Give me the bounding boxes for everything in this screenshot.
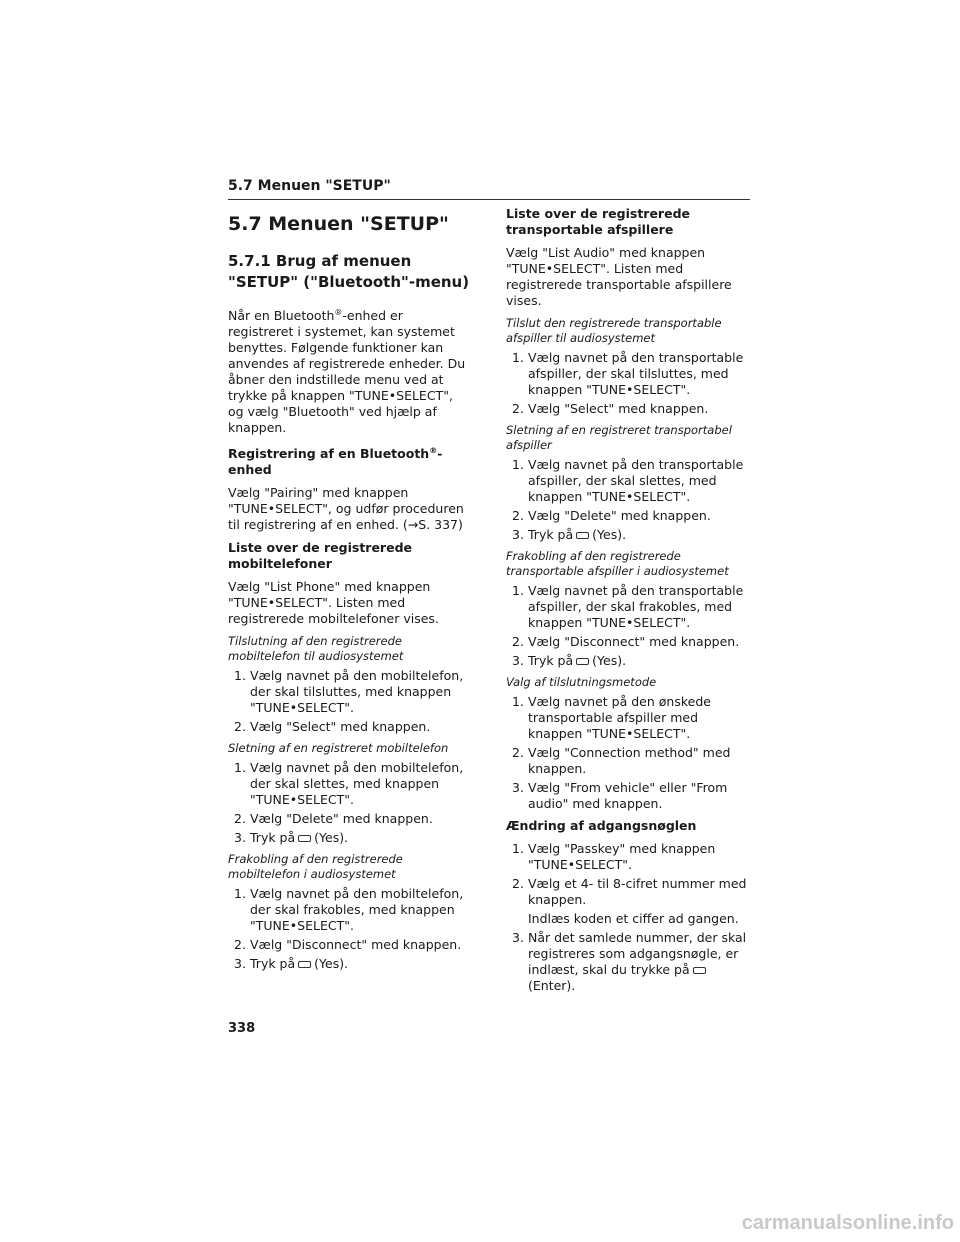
list-item: 2. Vælg "Connection method" med knappen. [512, 745, 731, 776]
softkey-button-icon [576, 658, 589, 665]
right-column [506, 206, 750, 1000]
list-item: 1. Vælg navnet på den mobiltelefon, der skal slettes, med knappen "TUNE•SELECT". [234, 760, 464, 808]
registered-mark: ® [429, 446, 438, 456]
softkey-button-icon [576, 532, 589, 539]
list-item: 1. Vælg navnet på den transportable afspiller, der skal frakobles, med knappen "TUNE•SELECT". [512, 583, 744, 630]
passkey-heading: Ændring af adgangsnøglen [506, 818, 697, 833]
passkey-substep: Indlæs koden et ciffer ad gangen. [528, 911, 739, 926]
connection-method-heading: Valg af tilslutningsmetode [506, 675, 657, 689]
registration-text: Vælg "Pairing" med knappen "TUNE•SELECT", og udfør proceduren til registrering af en enhed. (→S. 337) [228, 485, 464, 533]
left-column [228, 206, 472, 978]
phone-delete-steps [228, 760, 472, 846]
list-item: 3. Tryk på (Yes). [512, 653, 627, 668]
list-item: 2. Vælg et 4- til 8-cifret nummer med knappen. [512, 876, 747, 907]
passkey-steps [506, 841, 750, 994]
phones-text: Vælg "List Phone" med knappen "TUNE•SELECT". Listen med registrerede mobiltelefoner vises. [228, 579, 439, 627]
list-item: 3. Vælg "From vehicle" eller "From audio" med knappen. [512, 780, 728, 811]
watermark: carmanualsonline.info [741, 1212, 954, 1234]
list-item: 3. Tryk på (Yes). [234, 830, 349, 846]
list-item: 1. Vælg navnet på den ønskede transportable afspiller med knappen "TUNE•SELECT". [512, 694, 711, 741]
phone-connect-heading: Tilslutning af den registrerede mobiltelefon til audiosystemet [228, 634, 404, 664]
list-item: 3. Når det samlede nummer, der skal registreres som adgangsnøgle, er indlæst, skal du trykke på(Enter). [512, 930, 747, 993]
softkey-button-icon [298, 835, 311, 842]
players-text: Vælg "List Audio" med knappen "TUNE•SELECT". Listen med registrerede transportable afspillere vises. [506, 245, 732, 308]
player-disconnect-heading: Frakobling af den registrerede transportable afspiller i audiosystemet [506, 549, 729, 578]
phone-connect-steps [228, 668, 472, 735]
list-item: 2. Vælg "Select" med knappen. [234, 719, 431, 735]
intro-paragraph: Når en Bluetooth®-enhed er registreret i systemet, kan systemet benyttes. Følgende funktioner kan anvendes af registrerede enheder. Du åbner den indstillede menu ved at trykke på knappen "TUNE•SELECT", og vælg "Bluetooth" ved hjælp af knappen. [228, 308, 466, 436]
phones-heading: Liste over de registrerede mobiltelefoner [228, 540, 413, 572]
softkey-button-icon [693, 967, 706, 974]
list-item: 1. Vælg navnet på den mobiltelefon, der skal tilsluttes, med knappen "TUNE•SELECT". [234, 668, 464, 716]
list-item: 3. Tryk på (Yes). [234, 956, 349, 972]
player-delete-steps [506, 457, 750, 543]
list-item: 3. Tryk på (Yes). [512, 527, 627, 542]
players-heading: Liste over de registrerede transportable afspillere [506, 206, 691, 237]
player-disconnect-steps [506, 583, 750, 669]
connection-method-steps [506, 694, 750, 812]
list-item: 2. Vælg "Delete" med knappen. [512, 508, 711, 523]
list-item: 2. Vælg "Delete" med knappen. [234, 811, 433, 827]
phone-delete-heading: Sletning af en registreret mobiltelefon [228, 741, 449, 756]
list-item: 2. Vælg "Disconnect" med knappen. [512, 634, 740, 649]
list-item: 2. Vælg "Select" med knappen. [512, 401, 709, 416]
section-title: 5.7 Menuen "SETUP" [228, 213, 449, 235]
phone-disconnect-heading: Frakobling af den registrerede mobiltelefon i audiosystemet [228, 852, 403, 882]
list-item: 2. Vælg "Disconnect" med knappen. [234, 937, 462, 953]
registered-mark: ® [334, 308, 343, 317]
phone-disconnect-steps [228, 886, 472, 972]
softkey-button-icon [298, 961, 311, 968]
list-item: 1. Vælg navnet på den mobiltelefon, der skal frakobles, med knappen "TUNE•SELECT". [234, 886, 464, 934]
registration-heading: Registrering af en Bluetooth®-enhed [228, 446, 443, 478]
player-connect-heading: Tilslut den registrerede transportable afspiller til audiosystemet [506, 316, 722, 345]
list-item: 1. Vælg "Passkey" med knappen "TUNE•SELECT". [512, 841, 716, 872]
list-item: 1. Vælg navnet på den transportable afspiller, der skal tilsluttes, med knappen "TUNE•SELECT". [512, 350, 744, 397]
subsection-title: 5.7.1 Brug af menuen "SETUP" ("Bluetooth"-menu) [228, 252, 470, 291]
list-item: 1. Vælg navnet på den transportable afspiller, der skal slettes, med knappen "TUNE•SELECT". [512, 457, 744, 504]
player-connect-steps [506, 350, 750, 417]
running-header: 5.7 Menuen "SETUP" [228, 178, 750, 200]
page-number: 338 [228, 1021, 256, 1036]
player-delete-heading: Sletning af en registreret transportabel afspiller [506, 423, 732, 452]
